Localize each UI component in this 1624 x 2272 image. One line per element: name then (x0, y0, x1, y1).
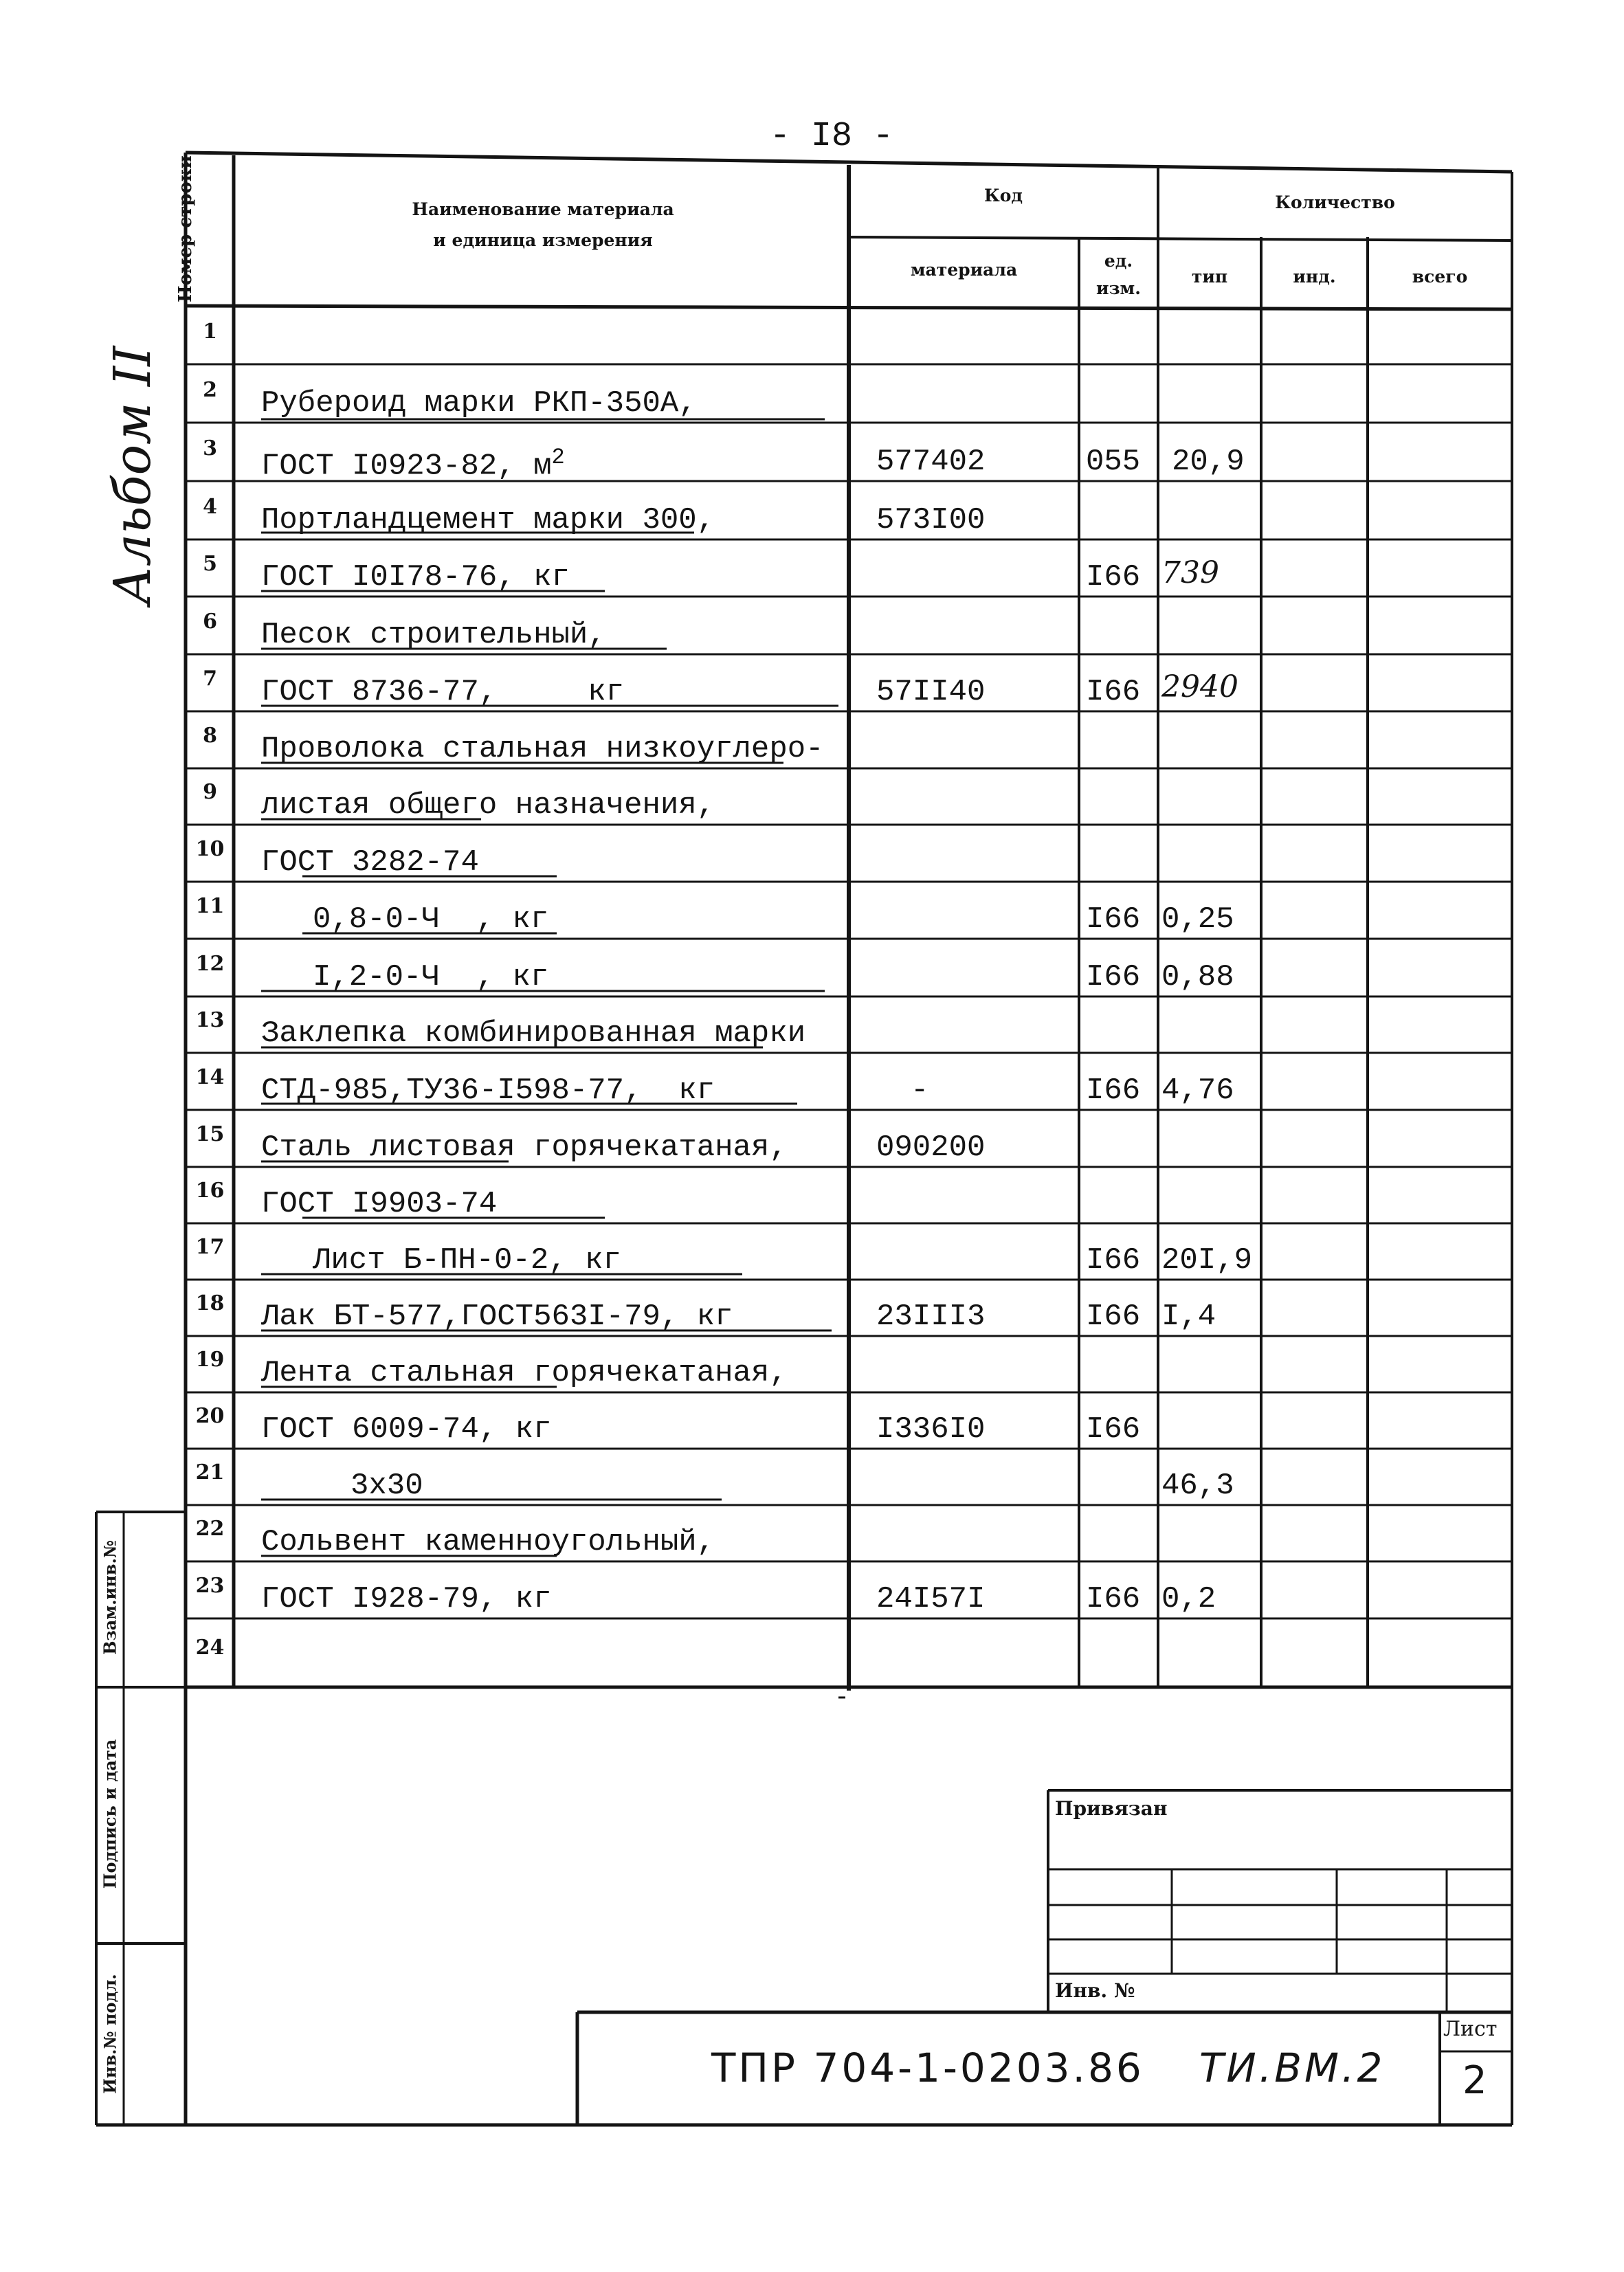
header-name-line1: Наименование материала (412, 199, 674, 219)
quantity-value-handwritten: 739 (1161, 555, 1219, 590)
material-code: - (911, 1073, 929, 1108)
material-code: 57II40 (876, 675, 986, 709)
stamp-document-code: ТИ.ВМ.2 (1199, 2045, 1386, 2091)
material-name: I,2-0-Ч , кг (313, 960, 549, 994)
material-name: 3х30 (351, 1469, 423, 1503)
material-name: СТД-985,ТУ36-I598-77, кг (261, 1073, 715, 1108)
header-qty-ind: инд. (1293, 267, 1336, 287)
material-name: Лист Б-ПН-0-2, кг (313, 1243, 621, 1278)
header-name-line2: и единица измерения (433, 230, 653, 250)
material-name: Проволока стальная низкоуглеро- (261, 732, 824, 766)
quantity-value: 0,2 (1161, 1582, 1216, 1616)
material-name: ГОСТ 3282-74 (261, 845, 479, 880)
header-code-unit-2: изм. (1096, 278, 1141, 298)
row-number: 1 (203, 320, 217, 344)
material-name: ГОСТ I928-79, кг (261, 1582, 552, 1616)
quantity-value: 4,76 (1161, 1073, 1234, 1108)
row-number: 23 (195, 1574, 225, 1598)
stamp-sheet-label: Лист (1443, 2017, 1498, 2041)
side-stamp-signature-date: Подпись и дата (100, 1739, 120, 1889)
unit-code: I66 (1086, 1243, 1141, 1278)
material-name: ГОСТ I0923-82, $м^2$ (261, 445, 565, 484)
row-number: 21 (195, 1460, 225, 1484)
material-name: Сталь листовая горячекатаная, (261, 1131, 788, 1165)
header-code-unit-1: ед. (1104, 251, 1133, 271)
material-code: 577402 (876, 445, 986, 479)
header-code-material: материала (910, 260, 1018, 280)
unit-code: I66 (1086, 960, 1141, 994)
side-stamp-interchange: Взам.инв.№ (100, 1540, 120, 1655)
material-name: Сольвент каменноугольный, (261, 1525, 715, 1559)
row-number: 12 (195, 952, 225, 976)
row-number: 3 (203, 436, 217, 460)
material-name: Портландцемент марки 300, (261, 503, 715, 537)
row-number: 7 (203, 667, 217, 691)
album-label: Альбом II (103, 346, 162, 605)
row-number: 14 (195, 1065, 225, 1089)
material-code: 24I57I (876, 1582, 986, 1616)
row-number: 10 (195, 837, 225, 861)
header-qty-total: всего (1412, 267, 1468, 287)
row-number: 24 (195, 1636, 225, 1660)
side-stamp-inventory-original: Инв.№ подл. (100, 1974, 120, 2094)
material-name: Лента стальная горячекатаная, (261, 1356, 788, 1390)
row-number: 20 (195, 1404, 225, 1428)
unit-code: I66 (1086, 1582, 1141, 1616)
unit-code: I66 (1086, 902, 1141, 937)
stamp-inventory-label: Инв. № (1055, 1979, 1135, 2002)
row-number: 13 (195, 1008, 225, 1032)
superscript: 2 (551, 445, 565, 470)
row-number: 22 (195, 1517, 225, 1541)
quantity-value: 0,25 (1161, 902, 1234, 937)
material-code: 23III3 (876, 1300, 986, 1334)
material-name: ГОСТ I0I78-76, кг (261, 560, 570, 594)
unit-code: I66 (1086, 675, 1141, 709)
material-code: 090200 (876, 1131, 986, 1165)
quantity-value-handwritten: 2940 (1161, 669, 1238, 704)
row-number: 11 (195, 894, 225, 918)
material-code: 573I00 (876, 503, 986, 537)
page-number: - I8 - (770, 117, 894, 156)
row-number: 4 (203, 495, 217, 519)
material-code: I336I0 (876, 1412, 986, 1447)
quantity-value: 20,9 (1172, 445, 1245, 479)
quantity-value: 20I,9 (1161, 1243, 1253, 1278)
unit-code: I66 (1086, 560, 1141, 594)
header-qty-type: тип (1191, 267, 1228, 287)
material-name: листая общего назначения, (261, 788, 715, 823)
material-name: ГОСТ 6009-74, кг (261, 1412, 552, 1447)
row-number: 5 (203, 552, 217, 576)
header-row-number: Номер строки (175, 155, 196, 302)
row-number: 16 (195, 1179, 225, 1203)
unit-code: 055 (1086, 445, 1141, 479)
row-number: 18 (195, 1291, 225, 1315)
stamp-attached-label: Привязан (1055, 1797, 1168, 1820)
material-name: Рубероид марки РКП-350А, (261, 386, 697, 421)
material-name: ГОСТ I9903-74 (261, 1187, 498, 1221)
quantity-value: 0,88 (1161, 960, 1234, 994)
row-number: 6 (203, 610, 217, 634)
unit-code: I66 (1086, 1073, 1141, 1108)
stamp-designation: ТПР 704-1-0203.86 (711, 2045, 1144, 2091)
material-name: Заклепка комбинированная марки (261, 1016, 806, 1051)
row-number: 2 (203, 378, 217, 402)
unit-code: I66 (1086, 1300, 1141, 1334)
row-number: 9 (203, 780, 217, 804)
row-number: 19 (195, 1348, 225, 1372)
quantity-value: 46,3 (1161, 1469, 1234, 1503)
header-quantity: Количество (1275, 192, 1395, 212)
row-number: 15 (195, 1122, 225, 1146)
material-name: Песок строительный, (261, 618, 606, 652)
row-number: 17 (195, 1235, 225, 1259)
row-number: 8 (203, 724, 217, 748)
material-name: ГОСТ 8736-77, кг (261, 675, 625, 709)
stamp-sheet-number: 2 (1462, 2058, 1487, 2103)
material-name: 0,8-0-Ч , кг (313, 902, 549, 937)
unit-code: I66 (1086, 1412, 1141, 1447)
material-name: Лак БТ-577,ГОСТ563I-79, кг (261, 1300, 733, 1334)
header-code: Код (983, 186, 1023, 205)
quantity-value: I,4 (1161, 1300, 1216, 1334)
